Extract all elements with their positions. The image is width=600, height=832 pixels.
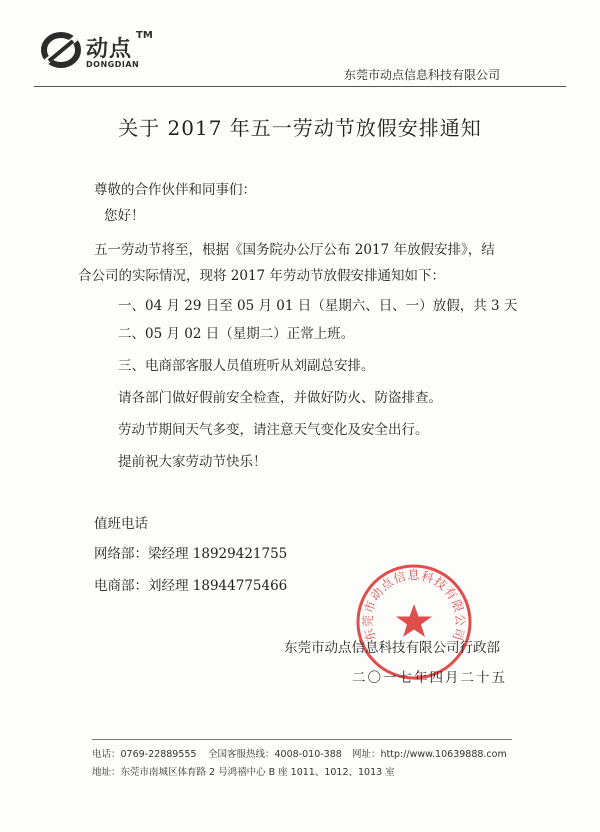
footer-phone: 电话：0769-22889555 bbox=[92, 749, 197, 760]
company-logo bbox=[40, 30, 170, 72]
seal-star-icon bbox=[396, 604, 432, 637]
salutation: 尊敬的合作伙伴和同事们： bbox=[94, 182, 256, 198]
header-divider bbox=[34, 86, 566, 87]
signature-department: 东莞市动点信息科技有限公司行政部 bbox=[284, 640, 500, 656]
footer-address: 地址：东莞市南城区体育路 2 号鸿禧中心 B 座 1011、1012、1013 室 bbox=[92, 767, 395, 778]
duty-heading: 值班电话 bbox=[94, 516, 148, 532]
header-company-name: 东莞市动点信息科技有限公司 bbox=[343, 68, 500, 82]
seal-text: 东莞市动点信息科技有限公司 bbox=[360, 568, 468, 643]
intro-line-1: 五一劳动节将至，根据《国务院办公厅公布 2017 年放假安排》，结 bbox=[94, 242, 495, 258]
duty-network: 网络部：梁经理 18929421755 bbox=[94, 546, 288, 562]
company-seal bbox=[352, 560, 476, 684]
schedule-item-2: 二、05 月 02 日（星期二）正常上班。 bbox=[118, 326, 355, 342]
intro-line-2: 合公司的实际情况，现将 2017 年劳动节放假安排通知如下： bbox=[78, 268, 445, 284]
weather-note: 劳动节期间天气多变，请注意天气变化及安全出行。 bbox=[118, 422, 429, 438]
footer-website: 网址：http://www.10639888.com bbox=[352, 749, 507, 760]
greeting: 您好！ bbox=[104, 208, 145, 224]
schedule-item-3: 三、电商部客服人员值班听从刘副总安排。 bbox=[118, 358, 375, 374]
footer-hotline: 全国客服热线：4008-010-388 bbox=[208, 749, 342, 760]
logo-english-text: DONGDIAN bbox=[86, 60, 140, 69]
logo-chinese-text: 动点 bbox=[86, 37, 133, 62]
dongdian-logo-icon bbox=[40, 30, 84, 72]
signature-date: 二〇一七年四月二十五 bbox=[352, 670, 507, 686]
footer-divider bbox=[92, 739, 512, 740]
safety-note: 请各部门做好假前安全检查，并做好防火、防盗排查。 bbox=[118, 390, 442, 406]
notice-title: 关于 2017 年五一劳动节放假安排通知 bbox=[118, 116, 482, 140]
schedule-item-1: 一、04 月 29 日至 05 月 01 日（星期六、日、一）放假，共 3 天 bbox=[118, 298, 518, 314]
trademark-symbol: TM bbox=[136, 30, 153, 41]
duty-ecommerce: 电商部：刘经理 18944775466 bbox=[94, 578, 288, 594]
holiday-wishes: 提前祝大家劳动节快乐！ bbox=[118, 454, 267, 470]
